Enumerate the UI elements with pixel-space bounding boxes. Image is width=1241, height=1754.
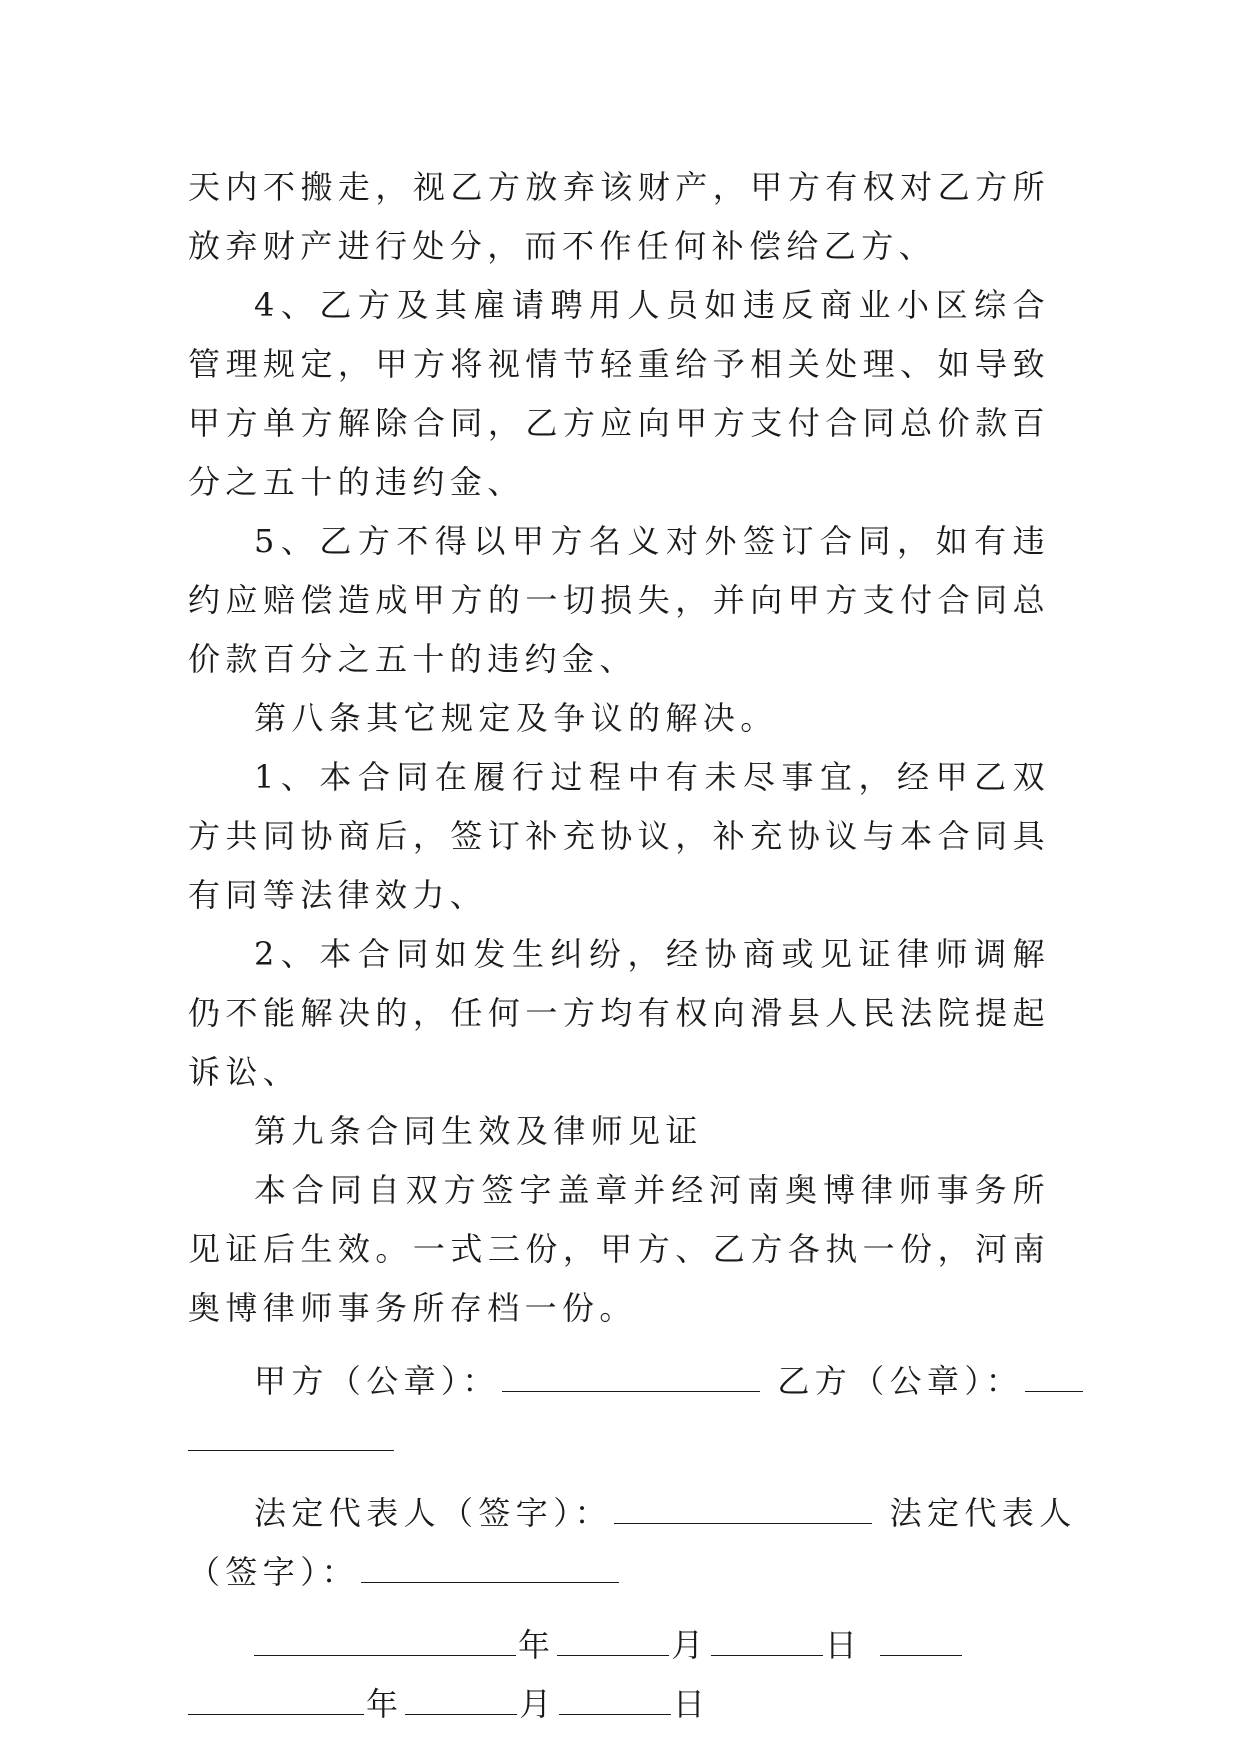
date-row-continued	[188, 1675, 1050, 1734]
seal-row	[188, 1352, 1050, 1411]
clause-item-4: 4、乙方及其雇请聘用人员如违反商业小区综合管理规定，甲方将视情节轻重给予相关处理、如导致甲方单方解除合同，乙方应向甲方支付合同总价款百分之五十的违约金、	[188, 286, 1050, 501]
date-a-year-label: 年	[518, 1626, 556, 1664]
date-a-day-blank[interactable]	[711, 1629, 823, 1656]
article-8-item-2: 2、本合同如发生纠纷，经协商或见证律师调解仍不能解决的，任何一方均有权向滑县人民法院提起诉讼、	[188, 935, 1050, 1091]
party-b-seal-blank[interactable]	[1025, 1365, 1083, 1392]
legal-rep-b-blank[interactable]	[361, 1556, 619, 1583]
date-row	[188, 1616, 1050, 1675]
legal-rep-a-label: 法定代表人（签字）：	[254, 1494, 613, 1532]
date-a-year-blank[interactable]	[254, 1629, 516, 1656]
date-a-day-label: 日	[824, 1626, 863, 1664]
date-a-month-blank[interactable]	[557, 1629, 669, 1656]
date-b-day-blank[interactable]	[559, 1688, 671, 1715]
legal-rep-a-blank[interactable]	[614, 1497, 872, 1524]
document-page	[188, 158, 1077, 1734]
spacer	[188, 1470, 1050, 1484]
party-b-seal-blank-continued[interactable]	[188, 1424, 394, 1451]
legal-rep-b-sign-label: （签字）：	[188, 1553, 360, 1591]
seal-row-continued	[188, 1411, 1050, 1470]
article-8-heading: 第八条其它规定及争议的解决。	[254, 699, 778, 737]
legal-rep-row	[188, 1484, 1077, 1543]
legal-rep-b-label: 法定代表人	[889, 1494, 1077, 1532]
article-9-body: 本合同自双方签字盖章并经河南奥博律师事务所见证后生效。一式三份，甲方、乙方各执一份，河南奥博律师事务所存档一份。	[188, 1171, 1050, 1327]
date-a-month-label: 月	[671, 1626, 709, 1664]
party-b-seal-label: 乙方（公章）：	[777, 1362, 1024, 1400]
spacer	[188, 1338, 1050, 1352]
date-b-year-label: 年	[366, 1685, 404, 1723]
legal-rep-row-continued	[188, 1543, 1050, 1602]
clause-item-5: 5、乙方不得以甲方名义对外签订合同，如有违约应赔偿造成甲方的一切损失，并向甲方支付合同总价款百分之五十的违约金、	[188, 522, 1050, 678]
party-a-seal-blank[interactable]	[502, 1365, 760, 1392]
date-b-year-blank-continued[interactable]	[188, 1688, 364, 1715]
date-b-year-blank[interactable]	[880, 1629, 962, 1656]
date-b-month-label: 月	[519, 1685, 557, 1723]
paragraph-continuation: 天内不搬走，视乙方放弃该财产，甲方有权对乙方所放弃财产进行处分，而不作任何补偿给乙方、	[188, 168, 1050, 265]
spacer	[188, 1602, 1050, 1616]
party-a-seal-label: 甲方（公章）：	[254, 1362, 500, 1400]
date-b-day-label: 日	[672, 1685, 711, 1723]
date-b-month-blank[interactable]	[405, 1688, 517, 1715]
article-9-heading: 第九条合同生效及律师见证	[254, 1112, 703, 1150]
article-8-item-1: 1、本合同在履行过程中有未尽事宜，经甲乙双方共同协商后，签订补充协议，补充协议与本合同具有同等法律效力、	[188, 758, 1050, 914]
